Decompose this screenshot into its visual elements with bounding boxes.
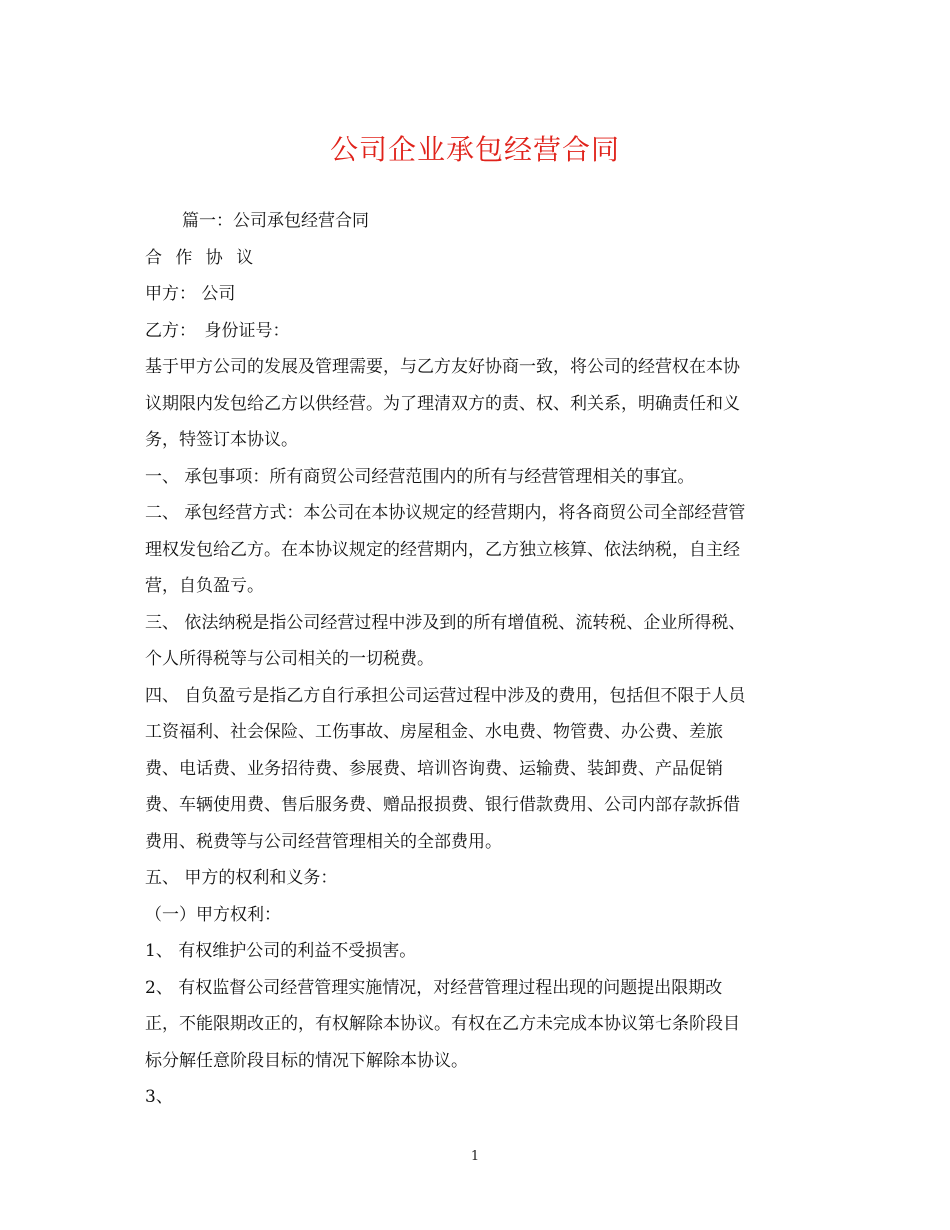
clause-line: 费、车辆使用费、售后服务费、赠品报损费、银行借款费用、公司内部存款拆借: [145, 795, 740, 815]
paragraph-line: 务，特签订本协议。: [145, 430, 298, 450]
paragraph-line: 议期限内发包给乙方以供经营。为了理清双方的责、权、利关系，明确责任和义: [145, 393, 740, 414]
clause-line: 四、 自负盈亏是指乙方自行承担公司运营过程中涉及的费用，包括但不限于人员: [145, 685, 746, 706]
clause-line: 五、 甲方的权利和义务：: [145, 868, 338, 888]
numbered-item: 2、 有权监督公司经营管理实施情况，对经营管理过程出现的问题提出限期改: [145, 977, 723, 998]
clause-line: 费、电话费、业务招待费、参展费、培训咨询费、运输费、装卸费、产品促销: [145, 758, 723, 779]
numbered-item: 标分解任意阶段目标的情况下解除本协议。: [145, 1050, 468, 1071]
clause-line: 工资福利、社会保险、工伤事故、房屋租金、水电费、物管费、办公费、差旅: [145, 722, 723, 742]
document-title: 公司企业承包经营合同: [329, 133, 620, 166]
numbered-item: 1、 有权维护公司的利益不受损害。: [145, 941, 417, 961]
document-body: [145, 203, 807, 1116]
subclause-heading: （一）甲方权利：: [145, 904, 281, 925]
numbered-item: 3、: [145, 1087, 173, 1107]
clause-line: 一、 承包事项：所有商贸公司经营范围内的所有与经营管理相关的事宜。: [145, 466, 695, 487]
clause-line: 三、 依法纳税是指公司经营过程中涉及到的所有增值税、流转税、企业所得税、: [145, 612, 746, 633]
section-heading: 篇一：公司承包经营合同: [182, 211, 369, 231]
party-a-line: 甲方： 公司: [145, 284, 236, 304]
agreement-heading: 合 作 协 议: [145, 247, 258, 268]
clause-line: 费用、税费等与公司经营管理相关的全部费用。: [145, 831, 502, 852]
clause-line: 个人所得税等与公司相关的一切税费。: [145, 649, 434, 669]
clause-line: 二、 承包经营方式：本公司在本协议规定的经营期内，将各商贸公司全部经营管: [145, 503, 746, 523]
page-number: 1: [470, 1149, 480, 1164]
paragraph-line: 基于甲方公司的发展及管理需要，与乙方友好协商一致，将公司的经营权在本协: [145, 357, 740, 377]
numbered-item: 正，不能限期改正的，有权解除本协议。有权在乙方未完成本协议第七条阶段目: [145, 1014, 740, 1034]
clause-line: 营，自负盈亏。: [145, 576, 264, 596]
party-b-line: 乙方： 身份证号：: [145, 320, 290, 341]
clause-line: 理权发包给乙方。在本协议规定的经营期内，乙方独立核算、依法纳税，自主经: [145, 539, 740, 560]
